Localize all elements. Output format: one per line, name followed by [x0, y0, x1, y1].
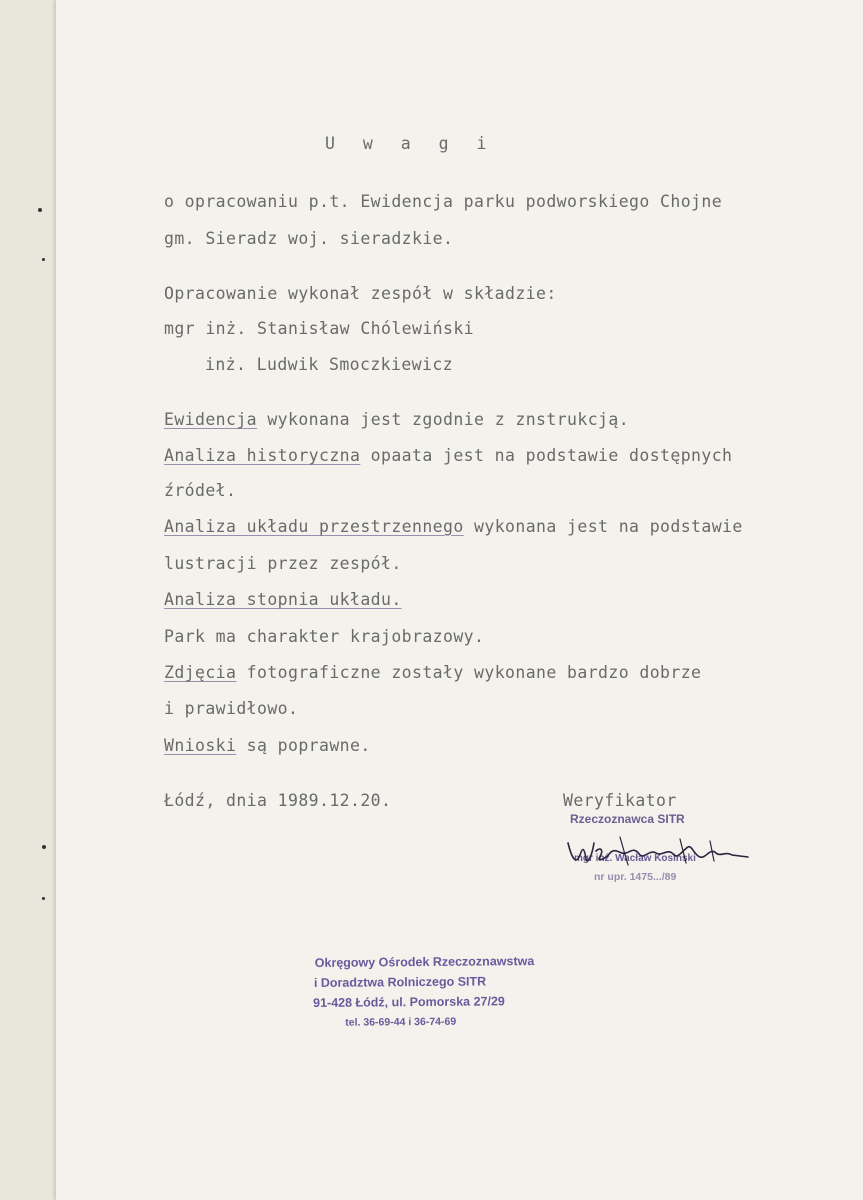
stamp-line: Okręgowy Ośrodek Rzeczoznawstwa — [314, 954, 535, 970]
stamp-line: mgr inż. Wacław Kosiński — [574, 853, 696, 864]
stamp-line: 91-428 Łódź, ul. Pomorska 27/29 — [313, 994, 505, 1010]
verifier-label: Weryfikator — [563, 791, 677, 810]
binder-hole-mark — [42, 258, 45, 261]
subject-line: o opracowaniu p.t. Ewidencja parku podworskiego Chojne — [164, 192, 723, 211]
subject-line-continued: gm. Sieradz woj. sieradzkie. — [164, 229, 454, 248]
remark-heading: Analiza stopnia układu. — [164, 590, 402, 609]
remark-analiza-ukladu — [164, 517, 743, 536]
remark-ewidencja — [164, 410, 629, 429]
remark-heading: Wnioski — [164, 736, 237, 755]
remark-heading: Analiza układu przestrzennego — [164, 517, 464, 536]
remark-analiza-historyczna — [164, 446, 732, 465]
remark-zdjecia — [164, 663, 701, 682]
remark-continuation: i prawidłowo. — [164, 699, 299, 718]
remark-analiza-stopnia — [164, 590, 402, 609]
stamp-line: nr upr. 1475.../89 — [594, 871, 677, 883]
remark-continuation: źródeł. — [164, 481, 237, 500]
stamp-line: tel. 36-69-44 i 36-74-69 — [345, 1015, 457, 1029]
remark-heading: Ewidencja — [164, 410, 258, 429]
remark-heading: Analiza historyczna — [164, 446, 361, 465]
team-intro: Opracowanie wykonał zespół w składzie: — [164, 284, 557, 303]
remark-text: wykonana jest na podstawie — [463, 517, 743, 536]
office-stamp — [315, 951, 535, 1033]
document-title: U w a g i — [325, 134, 496, 153]
binder-hole-mark — [42, 845, 46, 849]
remark-text: fotograficzne zostały wykonane bardzo dobrze — [236, 663, 702, 682]
stamp-line: Rzeczoznawca SITR — [570, 812, 685, 826]
remark-heading: Zdjęcia — [164, 663, 237, 682]
remark-wnioski — [164, 736, 371, 755]
date-line: Łódź, dnia 1989.12.20. — [164, 791, 392, 810]
remark-text: wykonana jest zgodnie z znstrukcją. — [257, 410, 630, 429]
team-member: mgr inż. Stanisław Chólewiński — [164, 319, 475, 338]
team-member: inż. Ludwik Smoczkiewicz — [205, 355, 454, 374]
binder-hole-mark — [42, 897, 45, 900]
stamp-line: i Doradztwa Rolniczego SITR — [313, 974, 487, 990]
remark-text: są poprawne. — [236, 736, 371, 755]
handwritten-signature — [560, 825, 760, 885]
binder-hole-mark — [38, 208, 42, 212]
underlying-sheet-edge — [0, 0, 57, 1200]
remark-text: Park ma charakter krajobrazowy. — [164, 627, 485, 646]
remark-continuation: lustracji przez zespół. — [164, 554, 402, 573]
remark-text: opaata jest na podstawie dostępnych — [360, 446, 733, 465]
